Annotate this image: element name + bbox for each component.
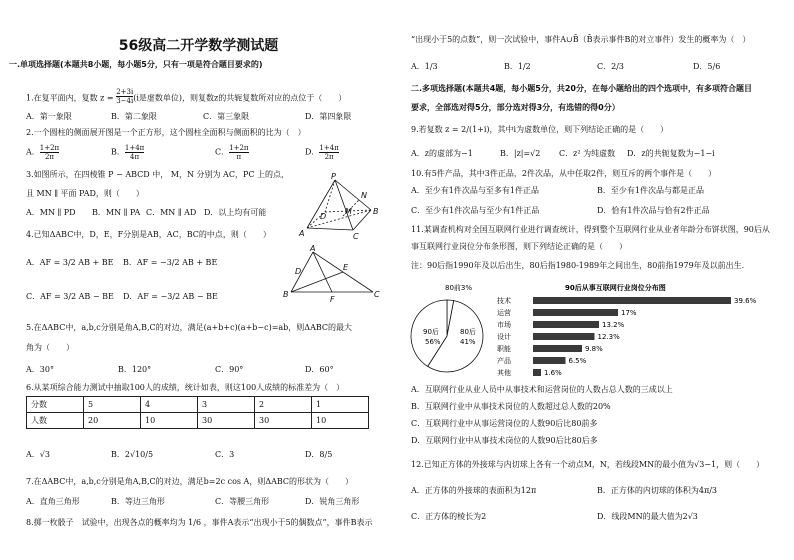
score-table [26, 396, 369, 429]
q8-option-a: A．1/3 [411, 62, 438, 71]
table-cell: 2 [255, 397, 312, 413]
q1-option-c: C．第三象限 [203, 112, 250, 121]
pyramid-figure [295, 172, 385, 242]
bar-value-label: 12.3% [597, 333, 620, 341]
pie-label-80-after-value: 41% [460, 338, 476, 346]
q5-option-a: A．30° [26, 365, 54, 374]
right-column [397, 0, 794, 560]
label-a: A [299, 229, 305, 238]
table-cell: 30 [198, 413, 255, 429]
section-1-heading: 一.单项选择题(本题共8小题，每小题5分，只有一项是符合题目要求的) [9, 60, 263, 69]
table-cell: 10 [312, 413, 369, 429]
bar [533, 321, 599, 328]
q5-option-d: D．60° [305, 365, 334, 374]
q11-stem: 11.某调查机构对全国互联网行业进行调查统计，得到整个互联网行业从业者年龄分布饼状图，90后从 [411, 225, 770, 234]
q2-option-d: D． $\frac{1+4\pi}{2\pi}$ [305, 144, 339, 161]
q11-option-a: A．互联网行业从业人员中从事技术和运营岗位的人数占总人数的三成以上 [411, 385, 673, 394]
table-cell: 人数 [27, 413, 84, 429]
q11-option-b: B．互联网行业中从事技术岗位的人数超过总人数的20% [411, 402, 611, 411]
q12-stem: 12.已知正方体的外接球与内切球上各有一个动点M，N，若线段MN的最小值为√3−1，则（ ） [411, 460, 765, 469]
q9-stem: 9.若复数 z = 2/(1+i)，其中i为虚数单位，则下列结论正确的是（ ） [411, 125, 669, 134]
age-pie-chart [405, 280, 495, 380]
q9-option-b: B．|z|=√2 [500, 149, 541, 158]
q2-stem: 2.一个圆柱的侧面展开图是一个正方形，这个圆柱全面积与侧面积的比为（ ） [26, 128, 306, 137]
q3-option-d: D．以上均有可能 [204, 208, 267, 217]
q6-option-b: B．2√10/5 [111, 450, 154, 459]
label-b: B [283, 290, 289, 299]
q8-stem-2: “出现小于5的点数”，则一次试验中，事件A∪B̄（B̄表示事件B的对立事件）发生的概率为（ ） [411, 35, 751, 44]
bar-value-label: 1.6% [544, 369, 562, 377]
bar [533, 333, 595, 340]
table-row [27, 397, 369, 413]
bar-category-label: 技术 [497, 297, 511, 305]
q2-option-c: C． $\frac{1+2\pi}{\pi}$ [215, 144, 249, 161]
bar-category-label: 产品 [497, 357, 511, 365]
q3-stem: 3.如图所示，在四棱锥 P − ABCD 中， M，N 分别为 AC，PC 上的点， [26, 170, 289, 179]
q3-option-c: C．MN ∥ AD [146, 208, 197, 217]
label-f: F [330, 295, 335, 304]
q3-option-a: A．MN ∥ PD [26, 208, 76, 217]
q3-stem-2: 且 MN ∥ 平面 PAD，则（ ） [26, 189, 144, 198]
q8-stem: 8.掷一枚骰子 试验中，出现各点的概率均为 1/6 ，事件A表示“出现小于5的偶数点”，事件B表示 [26, 518, 373, 527]
bar-category-label: 市场 [497, 321, 511, 329]
q1-option-d: D．第四象限 [305, 112, 352, 121]
q9-option-c: C．z² 为纯虚数 [559, 149, 616, 158]
q12-option-d: D．线段MN的最大值为2√3 [597, 512, 698, 521]
triangle-figure [283, 244, 383, 304]
bar [533, 297, 731, 304]
pie-label-90-after-name: 90后 [423, 328, 439, 336]
bar [533, 357, 566, 364]
table-row [27, 413, 369, 429]
q7-option-c: C．等腰三角形 [215, 497, 270, 506]
q11-option-d: D．互联网行业中从事技术岗位的人数90后比80后多 [411, 436, 598, 445]
label-m: M [345, 207, 352, 216]
bar-chart-title: 90后从事互联网行业岗位分布图 [565, 284, 666, 292]
q8-option-c: C．2/3 [597, 62, 624, 71]
table-cell: 1 [312, 397, 369, 413]
label-c: C [353, 232, 359, 241]
q4-option-b: B．AF = −3/2 AB + BE [123, 258, 218, 267]
table-cell: 4 [141, 397, 198, 413]
q10-option-d: D．恰有1件次品与恰有2件正品 [597, 206, 710, 215]
label-c: C [374, 290, 380, 299]
q6-option-a: A．√3 [26, 450, 50, 459]
q1-option-b: B．第二象限 [111, 112, 157, 121]
table-cell: 分数 [27, 397, 84, 413]
q1-stem: 1.在复平面内，复数 z = $\frac{2+3i}{3-4i}$ (i是虚数单位)，则复数z的共轭复数所对应的点位于（ ） [26, 88, 347, 105]
label-n: N [361, 191, 367, 200]
page-title: 56级高二开学数学测试题 [118, 38, 279, 54]
q4-stem: 4.已知ΔABC中，D，E，F分别是AB，AC，BC的中点，则（ ） [26, 230, 271, 239]
q8-option-d: D．5/6 [693, 62, 721, 71]
bar-value-label: 6.5% [568, 357, 587, 365]
q10-stem: 10.有5件产品，其中3件正品，2件次品，从中任取2件，则互斥的两个事件是（ ） [411, 169, 717, 178]
job-bar-chart [495, 280, 785, 380]
label-a: A [310, 244, 316, 253]
q6-option-c: C．3 [215, 450, 235, 459]
q2-option-a: A． $\frac{1+2\pi}{2\pi}$ [26, 144, 60, 161]
bar-value-label: 13.2% [602, 321, 625, 329]
bar-value-label: 39.6% [734, 297, 757, 305]
q12-option-b: B．正方体的内切球的体积为4π/3 [597, 486, 718, 495]
q1-option-a: A．第一象限 [26, 112, 72, 121]
bar-category-label: 运营 [497, 309, 511, 317]
bar [533, 369, 541, 376]
q11-stem-2: 事互联网行业岗位分布条形图，则下列结论正确的是（ ） [411, 242, 627, 251]
pie-label-80-after-name: 80后 [460, 328, 476, 336]
q6-stem: 6.从某项综合能力测试中抽取100人的成绩，统计如表，则这100人成绩的标准差为（ ） [26, 383, 345, 392]
q7-option-d: D．锐角三角形 [305, 497, 360, 506]
q7-option-b: B．等边三角形 [111, 497, 165, 506]
q12-option-c: C．正方体的棱长为2 [411, 512, 487, 521]
table-cell: 30 [255, 413, 312, 429]
q9-option-a: A．z的虚部为−1 [411, 149, 473, 158]
q12-option-a: A．正方体的外接球的表面积为12π [411, 486, 537, 495]
q7-stem: 7.在ΔABC中，a,b,c分别是角A,B,C的对边，满足b=2c cos A，则ΔABC的形状为（ ） [26, 477, 354, 486]
q3-option-b: B．MN ∥ PA [92, 208, 141, 217]
q4-option-d: D．AF = −3/2 AB − BE [123, 292, 218, 301]
label-e: E [343, 263, 349, 272]
q7-option-a: A．直角三角形 [26, 497, 80, 506]
table-cell: 10 [141, 413, 198, 429]
section-2-heading-2: 要求，全部选对得5分，部分选对得3分，有选错的得0分） [411, 103, 620, 112]
label-d: D [295, 267, 302, 276]
bar-category-label: 职能 [497, 345, 511, 353]
q9-option-d: D．z的共轭复数为−1−i [627, 149, 715, 158]
q5-option-c: C．90° [215, 365, 244, 374]
q8-option-b: B．1/2 [504, 62, 531, 71]
table-cell: 5 [84, 397, 141, 413]
pie-label-80-before: 80前3% [445, 284, 473, 292]
table-cell: 20 [84, 413, 141, 429]
bar-value-label: 9.8% [585, 345, 603, 353]
q5-stem: 5.在ΔABC中，a,b,c分别是角A,B,C的对边，满足(a+b+c)(a+b−c)=ab，则ΔABC的最大 [26, 323, 352, 332]
q6-option-d: D．8/5 [305, 450, 333, 459]
q4-option-c: C．AF = 3/2 AB − BE [26, 292, 114, 301]
q10-option-a: A．至少有1件次品与至多有1件正品 [411, 186, 539, 195]
q11-option-c: C．互联网行业中从事运营岗位的人数90后比80前多 [411, 419, 598, 428]
bar-category-label: 其他 [497, 369, 511, 377]
label-b: B [373, 207, 379, 216]
label-d: D [320, 212, 327, 221]
q2-option-b: B． $\frac{1+4\pi}{4\pi}$ [111, 144, 145, 161]
q11-stem-3: 注：90后指1990年及以后出生，80后指1980-1989年之间出生，80前指1979年及以前出生. [411, 261, 745, 270]
q5-stem-2: 角为（ ） [26, 343, 74, 352]
bar-category-label: 设计 [497, 333, 511, 341]
bar [533, 309, 618, 316]
bar-value-label: 17% [621, 309, 637, 317]
label-p: P [331, 172, 336, 181]
q10-option-b: B．至少有1件次品与都是正品 [597, 186, 704, 195]
pie-label-90-after-value: 56% [425, 338, 441, 346]
bar [533, 345, 582, 352]
table-cell: 3 [198, 397, 255, 413]
q5-option-b: B．120° [118, 365, 152, 374]
q4-option-a: A．AF = 3/2 AB + BE [26, 258, 114, 267]
q10-option-c: C．至少有1件次品与至少有1件正品 [411, 206, 540, 215]
section-2-heading: 二.多项选择题(本题共4题，每小题5分，共20分，在每小题给出的四个选项中，有多项符合题目 [411, 84, 752, 93]
